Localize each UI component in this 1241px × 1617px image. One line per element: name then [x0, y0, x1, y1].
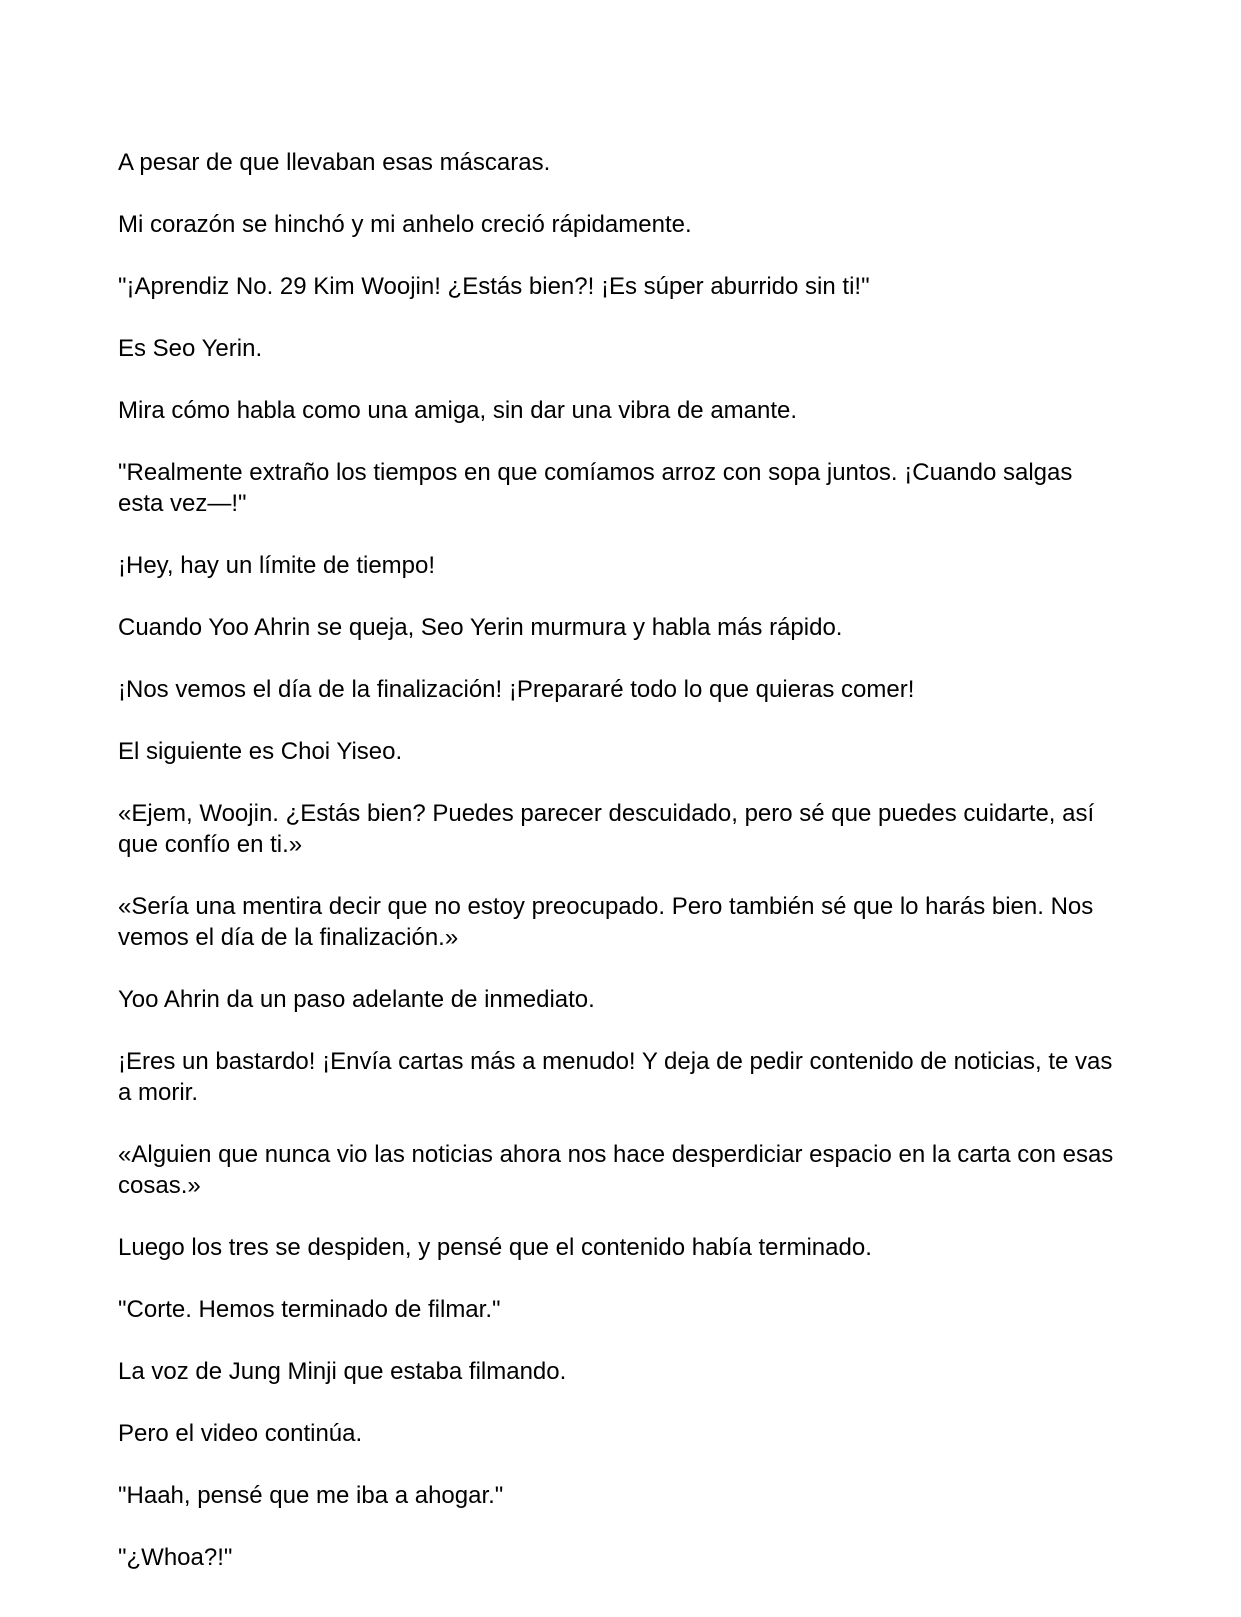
paragraph: «Alguien que nunca vio las noticias ahora nos hace desperdiciar espacio en la carta con esas cosas.» — [118, 1141, 1114, 1199]
paragraph: Mi corazón se hinchó y mi anhelo creció rápidamente. — [118, 211, 692, 238]
paragraph: "Corte. Hemos terminado de filmar." — [118, 1296, 501, 1323]
paragraph: "¡Aprendiz No. 29 Kim Woojin! ¿Estás bien?! ¡Es súper aburrido sin ti!" — [118, 273, 870, 300]
document-body — [118, 147, 1123, 1573]
paragraph: Es Seo Yerin. — [118, 335, 263, 362]
paragraph: «Sería una mentira decir que no estoy preocupado. Pero también sé que lo harás bien. Nos vemos el día de la finalización.» — [118, 893, 1094, 951]
paragraph: Luego los tres se despiden, y pensé que el contenido había terminado. — [118, 1234, 872, 1261]
paragraph: "Realmente extraño los tiempos en que comíamos arroz con sopa juntos. ¡Cuando salgas esta vez—!" — [118, 459, 1073, 517]
paragraph: "Haah, pensé que me iba a ahogar." — [118, 1482, 504, 1509]
paragraph: ¡Hey, hay un límite de tiempo! — [118, 552, 436, 579]
paragraph: Mira cómo habla como una amiga, sin dar una vibra de amante. — [118, 397, 798, 424]
paragraph: Pero el video continúa. — [118, 1420, 363, 1447]
paragraph: Cuando Yoo Ahrin se queja, Seo Yerin murmura y habla más rápido. — [118, 614, 843, 641]
paragraph: A pesar de que llevaban esas máscaras. — [118, 149, 551, 176]
paragraph: ¡Eres un bastardo! ¡Envía cartas más a menudo! Y deja de pedir contenido de noticias, te vas a morir. — [118, 1048, 1113, 1106]
paragraph: El siguiente es Choi Yiseo. — [118, 738, 403, 765]
paragraph: "¿Whoa?!" — [118, 1544, 233, 1571]
paragraph: Yoo Ahrin da un paso adelante de inmediato. — [118, 986, 595, 1013]
paragraph: La voz de Jung Minji que estaba filmando. — [118, 1358, 567, 1385]
paragraph: ¡Nos vemos el día de la finalización! ¡Prepararé todo lo que quieras comer! — [118, 676, 915, 703]
paragraph: «Ejem, Woojin. ¿Estás bien? Puedes parecer descuidado, pero sé que puedes cuidarte, así que confío en ti.» — [118, 800, 1095, 858]
